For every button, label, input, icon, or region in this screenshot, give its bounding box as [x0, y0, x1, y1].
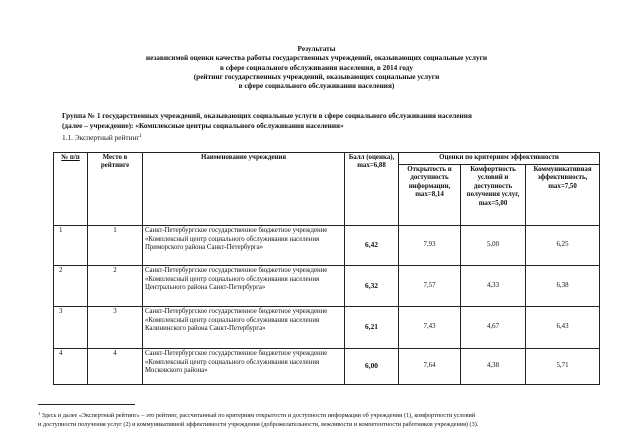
footnote-reference[interactable]: 1 — [139, 134, 142, 139]
footnote-separator — [38, 404, 135, 405]
cell-num: 3 — [54, 307, 88, 349]
cell-openness: 7,43 — [399, 307, 461, 349]
footnote-mark: 1 — [38, 411, 41, 416]
cell-place: 2 — [88, 266, 143, 307]
cell-name: Санкт-Петербургское государственное бюджетное учреждение «Комплексный центр социального обслуживания населения Калининского района Санкт-Петербурга» — [143, 307, 345, 349]
col-header-name: Наименование учреждения — [143, 153, 345, 226]
cell-num: 1 — [54, 226, 88, 266]
footnote-text-1: Здесь и далее «Экспертный рейтинг» – это рейтинг, рассчитанный по критериям открытости и доступности информации об учреждении (1), комфортности условий — [40, 412, 476, 419]
table-header-row — [54, 153, 600, 165]
cell-name: Санкт-Петербургское государственное бюджетное учреждение «Комплексный центр социального обслуживания населения Центрального района Санкт-Петербурга» — [143, 266, 345, 307]
table-row — [54, 266, 600, 307]
cell-place: 4 — [88, 349, 143, 385]
cell-openness: 7,93 — [399, 226, 461, 266]
col-header-place: Место в рейтинге — [88, 153, 143, 226]
cell-openness: 7,57 — [399, 266, 461, 307]
cell-comfort: 4,67 — [461, 307, 526, 349]
table-row — [54, 307, 600, 349]
col-header-comfort: Комфортность условий и доступность получения услуг, max=5,00 — [461, 165, 526, 226]
cell-num: 4 — [54, 349, 88, 385]
cell-openness: 7,64 — [399, 349, 461, 385]
table-row — [54, 349, 600, 385]
cell-score: 6,00 — [345, 349, 399, 385]
col-header-num: № п/п — [54, 153, 88, 226]
group-line-1: Группа № 1 государственных учреждений, оказывающих социальные услуги в сфере социального обслуживания населения — [62, 111, 472, 120]
cell-place: 1 — [88, 226, 143, 266]
cell-score: 6,32 — [345, 266, 399, 307]
cell-comfort: 4,33 — [461, 266, 526, 307]
title-line-3: в сфере социального обслуживания населения, в 2014 году — [219, 62, 414, 72]
title-line-5: в сфере социального обслуживания населения) — [238, 81, 395, 91]
cell-place: 3 — [88, 307, 143, 349]
col-header-openness: Открытость и доступность информации, max=8,14 — [399, 165, 461, 226]
cell-communication: 5,71 — [526, 349, 600, 385]
section-title — [62, 132, 142, 142]
group-heading — [62, 111, 602, 130]
col-header-score: Балл (оценка), max=6,88 — [345, 153, 399, 226]
cell-name: Санкт-Петербургское государственное бюджетное учреждение «Комплексный центр социального обслуживания населения Московского района» — [143, 349, 345, 385]
title-line-2: независимой оценки качества работы государственных учреждений, оказывающих социальные услуги — [145, 53, 488, 63]
section-title-text: 1.1. Экспертный рейтинг — [62, 133, 140, 142]
document-title — [0, 44, 633, 90]
cell-communication: 6,43 — [526, 307, 600, 349]
cell-comfort: 4,38 — [461, 349, 526, 385]
title-line-1: Результаты — [297, 44, 336, 53]
footnote-line-2: и доступности получения услуг (2) и коммуникативной эффективности учреждения (доброжелательности, вежливости и компетентности работников учреждения) (3). — [38, 420, 479, 428]
cell-communication: 6,25 — [526, 226, 600, 266]
col-header-criteria: Оценки по критериям эффективности — [399, 153, 600, 165]
table-row — [54, 226, 600, 266]
col-header-communication: Коммуникативная эффективность, max=7,50 — [526, 165, 600, 226]
cell-score: 6,42 — [345, 226, 399, 266]
footnote — [38, 410, 618, 430]
cell-num: 2 — [54, 266, 88, 307]
cell-comfort: 5,00 — [461, 226, 526, 266]
cell-name: Санкт-Петербургское государственное бюджетное учреждение «Комплексный центр социального обслуживания населения Приморского района Санкт-Петербурга» — [143, 226, 345, 266]
cell-communication: 6,38 — [526, 266, 600, 307]
cell-score: 6,21 — [345, 307, 399, 349]
title-line-4: (рейтинг государственных учреждений, оказывающих социальные услуги — [193, 71, 440, 81]
group-line-2: (далее – учреждение): «Комплексные центры социального обслуживания населения» — [62, 120, 344, 130]
footnote-line-1 — [38, 410, 618, 421]
rating-table — [53, 152, 600, 385]
